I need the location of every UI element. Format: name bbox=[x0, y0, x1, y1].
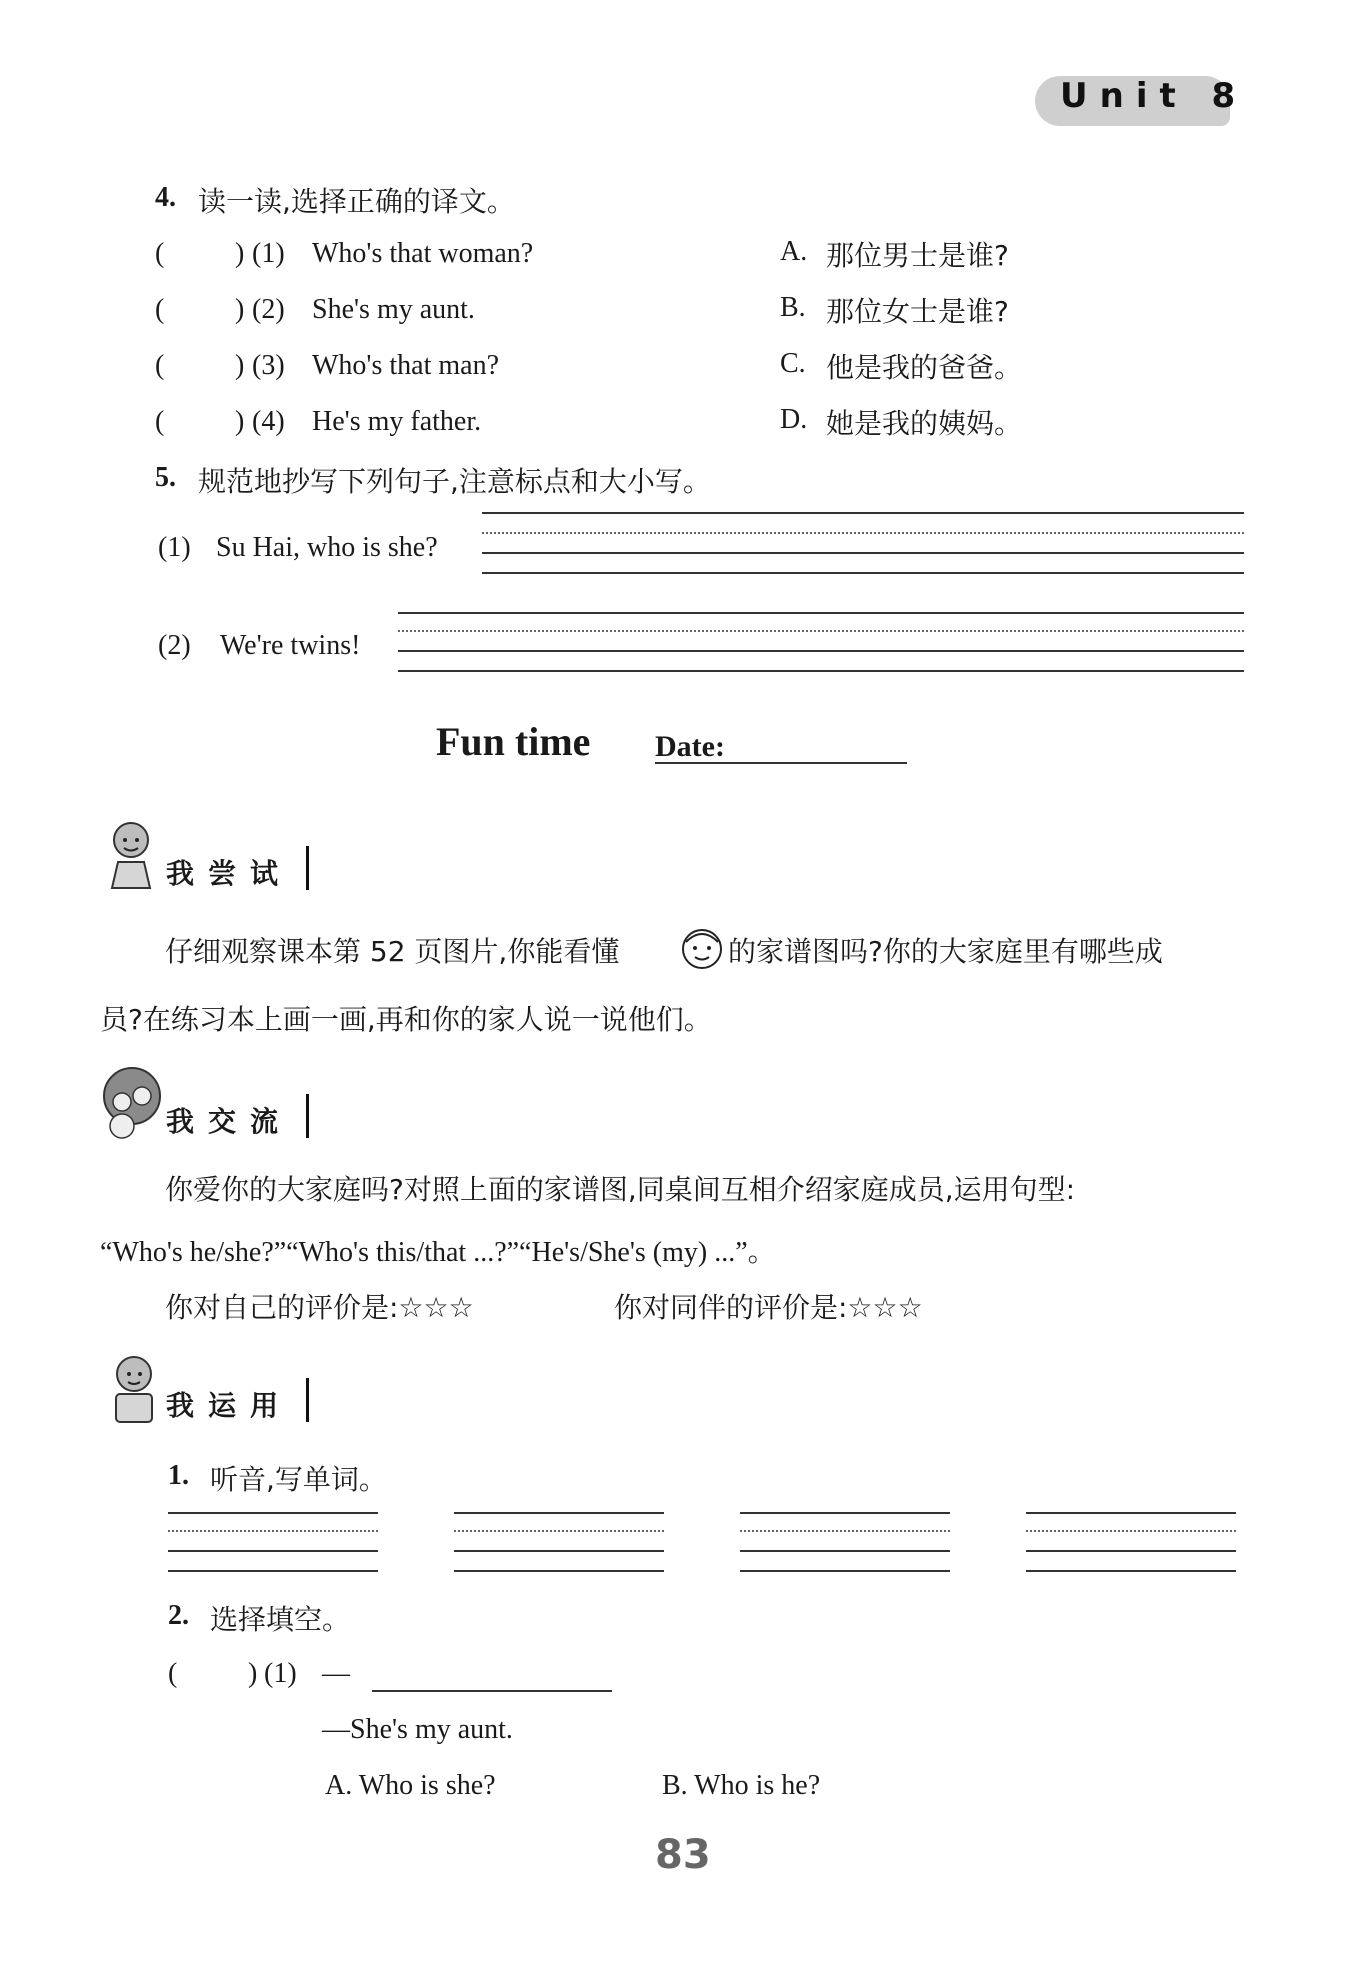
use-q2-title: 选择填空。 bbox=[210, 1603, 351, 1636]
q2-item-1-close-paren: ) bbox=[248, 1658, 258, 1689]
word-3-line-top[interactable] bbox=[740, 1512, 950, 1514]
try-section-bar bbox=[306, 846, 309, 890]
talk-paragraph-line2: “Who's he/she?”“Who's this/that ...?”“He's/She's (my) ...”。 bbox=[100, 1237, 776, 1268]
q4-item-2-number: (2) bbox=[252, 294, 285, 325]
talk-paragraph-line1: 你爱你的大家庭吗?对照上面的家谱图,同桌间互相介绍家庭成员,运用句型: bbox=[165, 1173, 1076, 1206]
use-q1-title: 听音,写单词。 bbox=[210, 1463, 387, 1496]
q4-item-1-text: Who's that woman? bbox=[312, 238, 534, 269]
self-evaluation[interactable]: 你对自己的评价是:☆☆☆ bbox=[165, 1291, 474, 1324]
q5-item-2-text: We're twins! bbox=[220, 630, 361, 661]
q5-item-1-number: (1) bbox=[158, 532, 191, 563]
use-q1-number: 1. bbox=[168, 1460, 189, 1491]
try-paragraph-line2: 员?在练习本上画一画,再和你的家人说一说他们。 bbox=[100, 1003, 712, 1036]
word-4-line-bottom[interactable] bbox=[1026, 1570, 1236, 1572]
q4-item-3-text: Who's that man? bbox=[312, 350, 499, 381]
q5-item-2-writing-line-baseline[interactable] bbox=[398, 650, 1244, 652]
peer-evaluation[interactable]: 你对同伴的评价是:☆☆☆ bbox=[614, 1291, 923, 1324]
q4-option-c-text: 他是我的爸爸。 bbox=[826, 351, 1023, 384]
q4-item-2-text: She's my aunt. bbox=[312, 294, 475, 325]
word-1-line-bottom[interactable] bbox=[168, 1570, 378, 1572]
q4-item-4-text: He's my father. bbox=[312, 406, 482, 437]
unit-label: Unit 8 bbox=[1060, 76, 1248, 116]
word-3-line-baseline[interactable] bbox=[740, 1550, 950, 1552]
date-input-line[interactable] bbox=[655, 762, 907, 764]
try-paragraph-line1b: 的家谱图吗?你的大家庭里有哪些成 bbox=[728, 935, 1163, 968]
try-section-label: 我尝试 bbox=[166, 857, 293, 890]
q5-item-1-writing-line-baseline[interactable] bbox=[482, 552, 1244, 554]
date-label: Date: bbox=[655, 730, 725, 763]
q4-item-4-number: (4) bbox=[252, 406, 285, 437]
word-1-line-top[interactable] bbox=[168, 1512, 378, 1514]
word-3-line-dotted[interactable] bbox=[740, 1530, 950, 1532]
q4-item-3-open-paren: ( bbox=[155, 350, 165, 381]
q4-option-b-letter: B. bbox=[780, 292, 806, 323]
q4-item-3-number: (3) bbox=[252, 350, 285, 381]
q4-item-1-number: (1) bbox=[252, 238, 285, 269]
q5-item-2-writing-line-bottom[interactable] bbox=[398, 670, 1244, 672]
word-1-line-baseline[interactable] bbox=[168, 1550, 378, 1552]
q2-item-1-response: —She's my aunt. bbox=[322, 1714, 513, 1745]
girl-mascot-icon bbox=[98, 818, 164, 892]
q4-item-2-close-paren: ) bbox=[235, 294, 245, 325]
q4-number: 4. bbox=[155, 182, 176, 213]
q4-option-d-text: 她是我的姨妈。 bbox=[826, 407, 1023, 440]
q5-item-2-number: (2) bbox=[158, 630, 191, 661]
word-4-line-baseline[interactable] bbox=[1026, 1550, 1236, 1552]
snowman-kids-icon bbox=[98, 1066, 166, 1142]
q4-option-a-text: 那位男士是谁? bbox=[826, 239, 1009, 272]
q4-title: 读一读,选择正确的译文。 bbox=[198, 185, 515, 218]
q4-item-1-open-paren: ( bbox=[155, 238, 165, 269]
use-section-bar bbox=[306, 1378, 309, 1422]
word-2-line-top[interactable] bbox=[454, 1512, 664, 1514]
q2-item-1-answer-line[interactable] bbox=[372, 1690, 612, 1692]
talk-section-label: 我交流 bbox=[166, 1105, 293, 1138]
word-2-line-bottom[interactable] bbox=[454, 1570, 664, 1572]
q5-item-2-writing-line-dotted[interactable] bbox=[398, 630, 1244, 632]
use-q2-number: 2. bbox=[168, 1600, 189, 1631]
word-1-line-dotted[interactable] bbox=[168, 1530, 378, 1532]
q4-item-4-open-paren: ( bbox=[155, 406, 165, 437]
q4-item-1-close-paren: ) bbox=[235, 238, 245, 269]
q4-item-3-close-paren: ) bbox=[235, 350, 245, 381]
q5-item-1-writing-line-dotted[interactable] bbox=[482, 532, 1244, 534]
q4-option-d-letter: D. bbox=[780, 404, 808, 435]
word-4-line-dotted[interactable] bbox=[1026, 1530, 1236, 1532]
q4-item-2-open-paren: ( bbox=[155, 294, 165, 325]
q2-item-1-dash: — bbox=[322, 1658, 350, 1689]
q5-item-1-writing-line-bottom[interactable] bbox=[482, 572, 1244, 574]
q4-option-c-letter: C. bbox=[780, 348, 806, 379]
q2-option-a: A. Who is she? bbox=[325, 1770, 496, 1801]
word-2-line-dotted[interactable] bbox=[454, 1530, 664, 1532]
boy-face-icon bbox=[678, 926, 726, 972]
q4-item-4-close-paren: ) bbox=[235, 406, 245, 437]
q4-option-a-letter: A. bbox=[780, 236, 808, 267]
q5-title: 规范地抄写下列句子,注意标点和大小写。 bbox=[198, 465, 711, 498]
word-3-line-bottom[interactable] bbox=[740, 1570, 950, 1572]
q5-item-2-writing-line-top[interactable] bbox=[398, 612, 1244, 614]
q5-item-1-writing-line-top[interactable] bbox=[482, 512, 1244, 514]
q2-item-1-number: (1) bbox=[264, 1658, 297, 1689]
girl-reading-icon bbox=[98, 1352, 164, 1428]
q2-item-1-open-paren: ( bbox=[168, 1658, 178, 1689]
use-section-label: 我运用 bbox=[166, 1389, 293, 1422]
q4-option-b-text: 那位女士是谁? bbox=[826, 295, 1009, 328]
q2-option-b: B. Who is he? bbox=[662, 1770, 821, 1801]
word-2-line-baseline[interactable] bbox=[454, 1550, 664, 1552]
try-paragraph-line1: 仔细观察课本第 52 页图片,你能看懂 bbox=[165, 935, 620, 968]
talk-section-bar bbox=[306, 1094, 309, 1138]
page-number: 83 bbox=[655, 1832, 711, 1878]
q5-number: 5. bbox=[155, 462, 176, 493]
word-4-line-top[interactable] bbox=[1026, 1512, 1236, 1514]
q5-item-1-text: Su Hai, who is she? bbox=[216, 532, 438, 563]
fun-time-title: Fun time bbox=[436, 719, 591, 764]
